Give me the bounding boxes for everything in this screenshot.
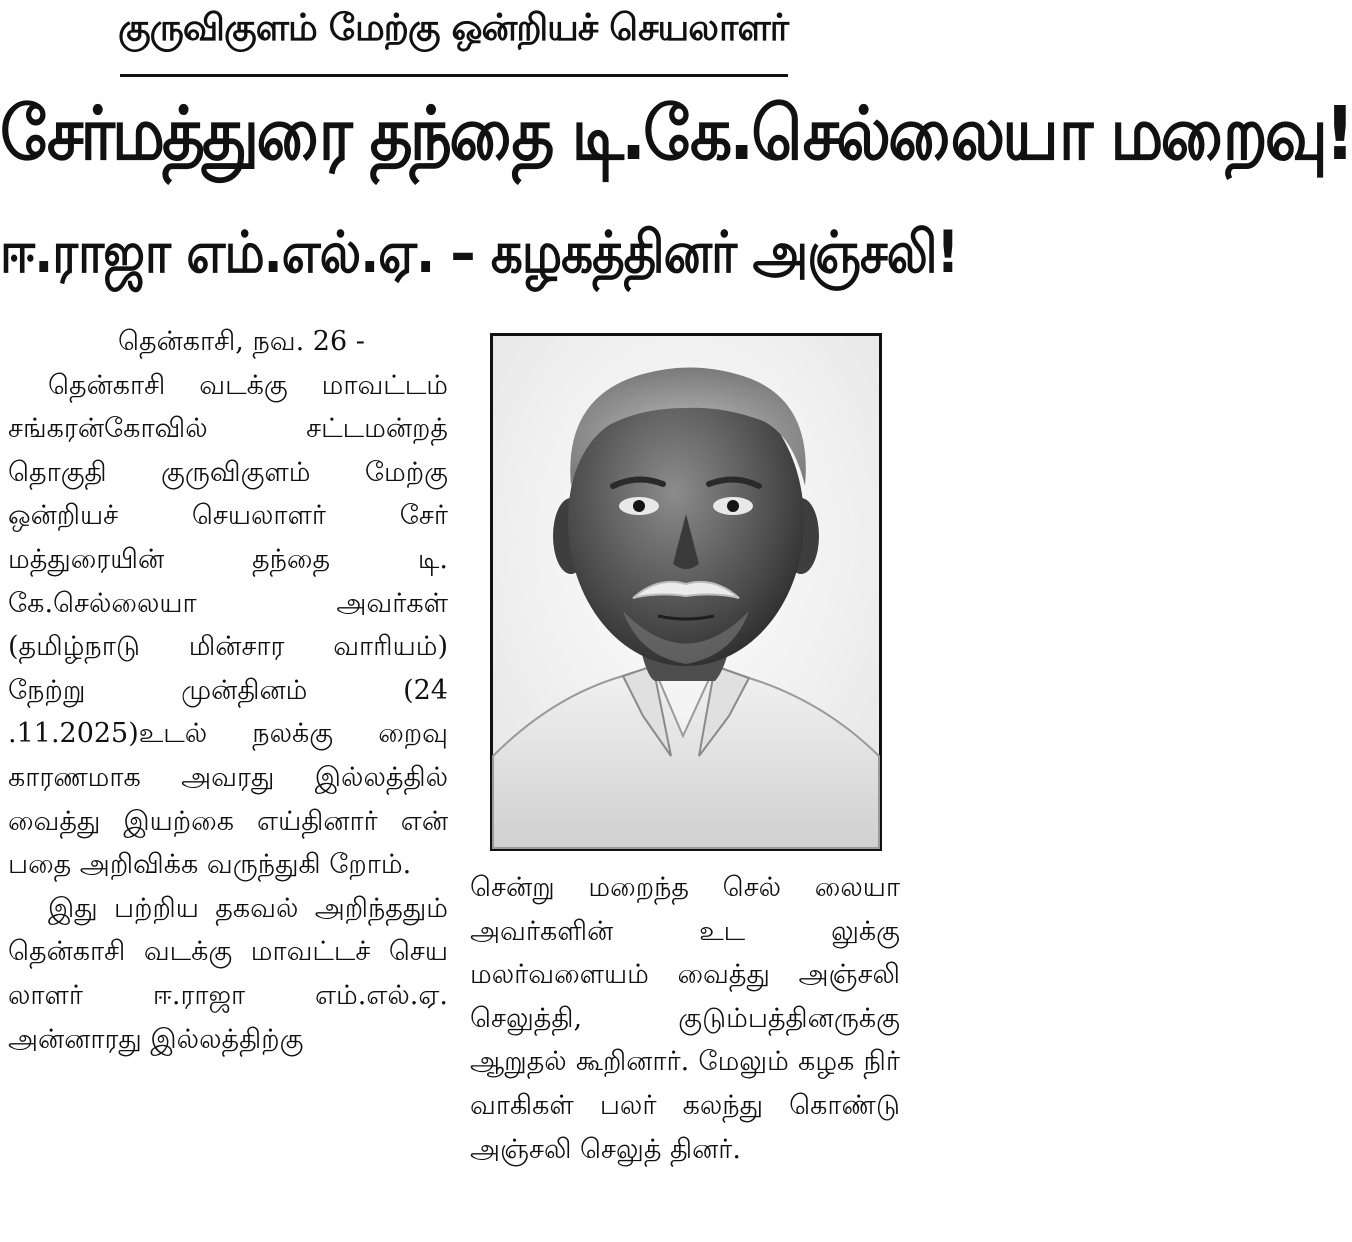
portrait-illustration [493,336,879,848]
portrait-photo [490,333,882,851]
headline: சேர்மத்துரை தந்தை டி.கே.செல்லையா மறைவு! [0,90,1352,178]
article-paragraph-1: தென்காசி வடக்கு மாவட்டம் சங்கரன்கோவில் சட்டமன்றத் தொகுதி குருவிகுளம் மேற்கு ஒன்றியச் செயலாளர் சேர் மத்துரையின் தந்தை டி. கே.செல்லையா அவர்கள் (தமிழ்நாடு மின்சார வாரியம்) நேற்று முன்தினம் (24 .11.2025)உடல் நலக்கு றைவு காரணமாக அவரது இல்லத்தில் வைத்து இயற்கை எய்தினார் என் பதை அறிவிக்க வருந்துகி றோம். [8,369,448,881]
article-paragraph-2: இது பற்றிய தகவல் அறிந்ததும் தென்காசி வடக்கு மாவட்டச் செய லாளர் ஈ.ராஜா எம்.எல்.ஏ. அன்னாரது இல்லத்திற்கு [8,892,448,1055]
kicker-underline [120,74,788,77]
article-paragraph-3: சென்று மறைந்த செல் லையா அவர்களின் உட லுக்கு மலர்வளையம் வைத்து அஞ்சலி செலுத்தி, குடும்பத்தினருக்கு ஆறுதல் கூறினார். மேலும் கழக நிர் வாகிகள் பலர் கலந்து கொண்டு அஞ்சலி செலுத் தினர். [470,872,900,1165]
kicker-heading: குருவிகுளம் மேற்கு ஒன்றியச் செயலாளர் [117,6,789,49]
dateline: தென்காசி, நவ. 26 - [118,326,365,357]
article-column-left [8,320,448,1061]
article-column-right [470,866,900,1171]
subheadline: ஈ.ராஜா எம்.எல்.ஏ. – கழகத்தினர் அஞ்சலி! [0,218,959,286]
